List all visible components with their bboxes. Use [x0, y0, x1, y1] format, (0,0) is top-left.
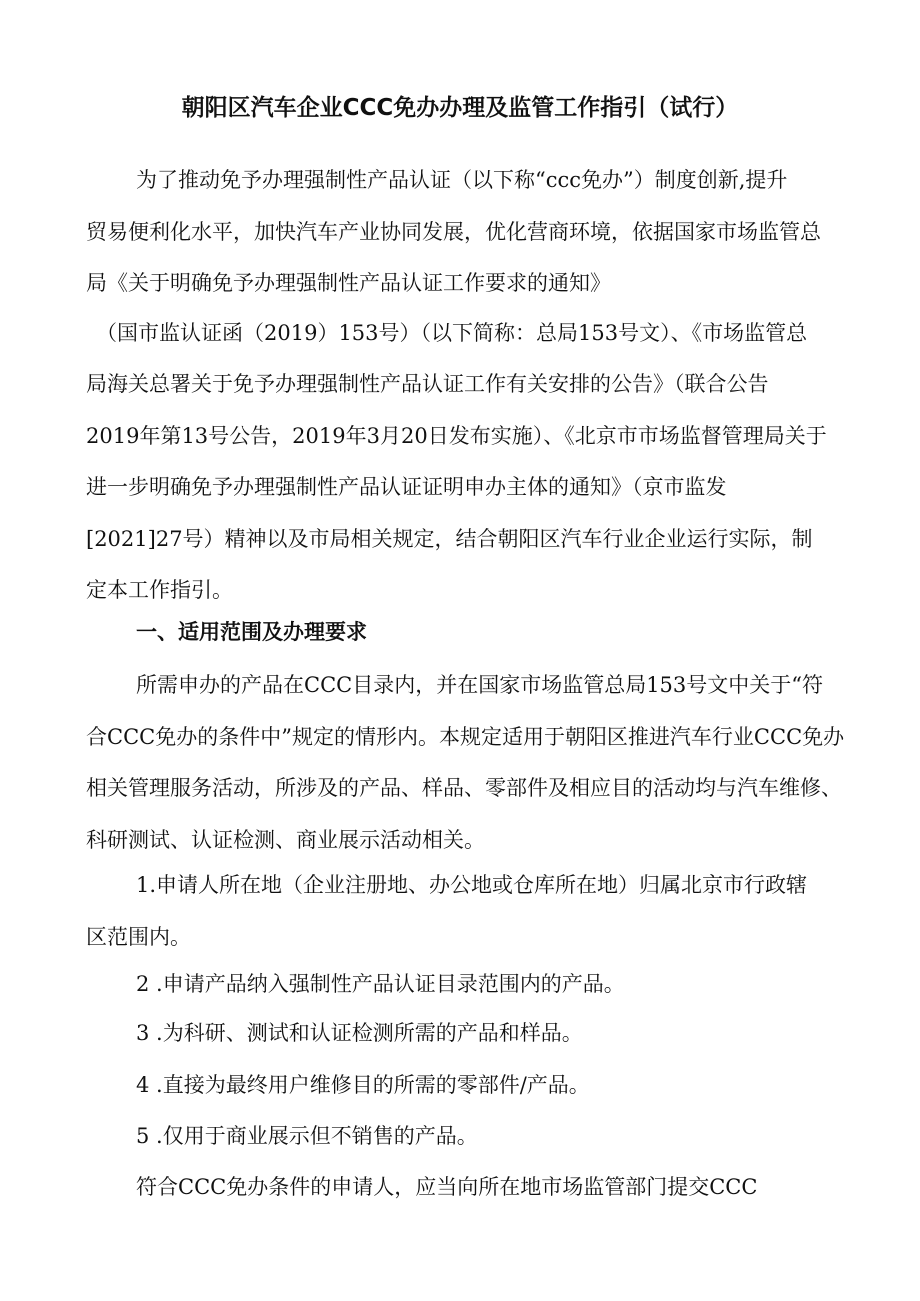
intro-line: 2019年第13号公告，2019年3月20日发布实施）、《北京市市场监督管理局关于 — [86, 423, 827, 448]
document-title: 朝阳区汽车企业CCC免办办理及监管工作指引（试行） — [181, 95, 739, 121]
intro-paragraph-continued-2 — [86, 359, 846, 617]
intro-line: 贸易便利化水平，加快汽车产业协同发展，优化营商环境，依据国家市场监管总 — [86, 219, 821, 244]
intro-line: 局《关于明确免予办理强制性产品认证工作要求的通知》 — [86, 271, 611, 295]
intro-line: 进一步明确免予办理强制性产品认证证明申办主体的通知》（京市监发 — [86, 475, 727, 499]
intro-line: [2021]27号）精神以及市局相关规定，结合朝阳区汽车行业企业运行实际，制 — [86, 526, 813, 551]
intro-paragraph-continued — [96, 308, 846, 360]
intro-line: 为了推动免予办理强制性产品认证（以下称“ccc免办”）制度创新,提升 — [136, 168, 788, 192]
item-5: 5 .仅用于商业展示但不销售的产品。 — [136, 1124, 478, 1148]
item-2: 2 .申请产品纳入强制性产品认证目录范围内的产品。 — [136, 972, 625, 996]
item-1 — [86, 860, 846, 963]
section1-line: 合CCC免办的条件中”规定的情形内。本规定适用于朝阳区推进汽车行业CCC免办 — [86, 724, 845, 749]
intro-paragraph — [86, 155, 846, 310]
intro-line: 局海关总署关于免予办理强制性产品认证工作有关安排的公告》（联合公告 — [86, 372, 769, 396]
item-1-line: 区范围内。 — [86, 924, 191, 949]
item-1-line: 1.申请人所在地（企业注册地、办公地或仓库所在地）归属北京市行政辖 — [136, 873, 808, 897]
section1-line: 所需申办的产品在CCC目录内，并在国家市场监管总局153号文中关于“符 — [136, 673, 824, 697]
intro-line: （国市监认证函（2019）153号）（以下简称：总局153号文）、《市场监管总 — [96, 321, 808, 345]
section1-paragraph — [86, 660, 846, 866]
section-heading: 一、适用范围及办理要求 — [136, 620, 367, 644]
item-4: 4 .直接为最终用户维修目的所需的零部件/产品。 — [136, 1073, 590, 1097]
item-3: 3 .为科研、测试和认证检测所需的产品和样品。 — [136, 1021, 583, 1045]
section1-line: 相关管理服务活动，所涉及的产品、样品、零部件及相应目的活动均与汽车维修、 — [86, 776, 842, 800]
section1-line: 科研测试、认证检测、商业展示活动相关。 — [86, 827, 485, 852]
intro-line: 定本工作指引。 — [86, 578, 233, 602]
closing-line: 符合CCC免办条件的申请人，应当向所在地市场监管部门提交CCC — [136, 1175, 758, 1199]
